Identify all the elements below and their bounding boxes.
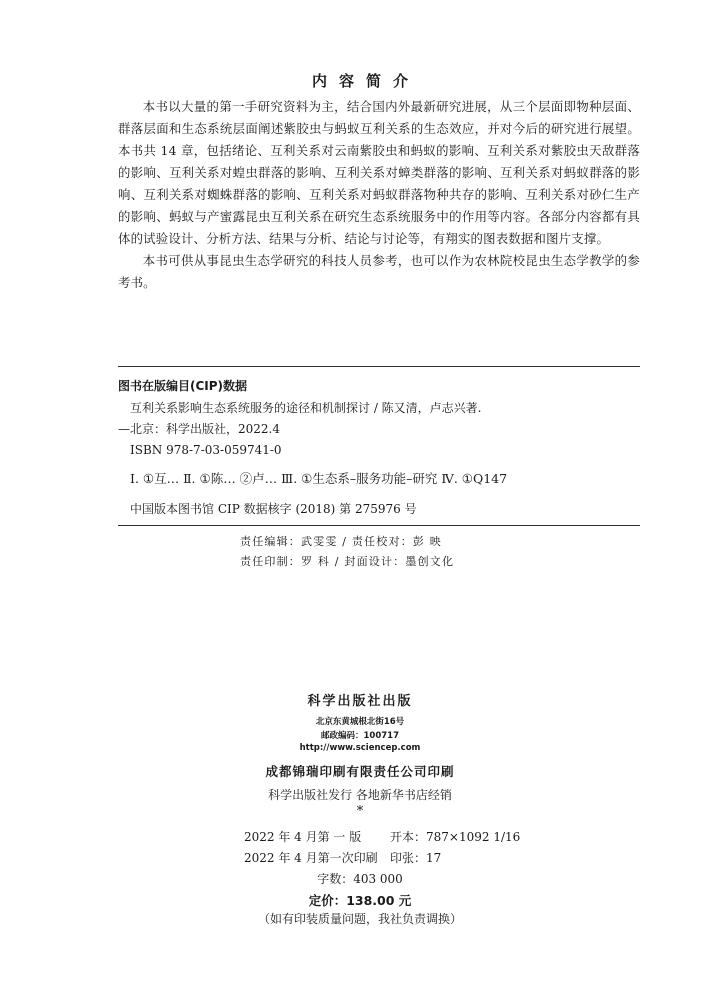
- distribution-line: 科学出版社发行 各地新华书店经销: [268, 788, 452, 802]
- printing-row: [244, 849, 442, 866]
- summary-body: [118, 96, 640, 294]
- separator-star: *: [356, 804, 364, 819]
- price: 定价：138.00 元: [308, 893, 412, 908]
- edition-row: [244, 828, 521, 845]
- cip-heading: 图书在版编目(CIP)数据: [118, 379, 248, 393]
- cip-data-block: [118, 366, 640, 526]
- publisher-address: 北京东黄城根北街16号: [315, 717, 405, 727]
- staff-line-1: 责任编辑：武雯雯 / 责任校对：彭 映: [240, 535, 442, 548]
- publisher-postcode: 邮政编码：100717: [321, 731, 399, 741]
- cip-classification: Ⅰ. ①互… Ⅱ. ①陈… ②卢… Ⅲ. ①生态系–服务功能–研究 Ⅳ. ①Q147: [130, 471, 508, 486]
- edition-info: 2022 年 4 月第 一 版: [244, 830, 362, 844]
- summary-title: 内容简介: [311, 72, 420, 90]
- cip-book-line: 互利关系影响生态系统服务的途径和机制探讨 / 陈又清，卢志兴著.: [130, 401, 482, 415]
- summary-paragraph-1: 本书以大量的第一手研究资料为主，结合国内外最新研究进展，从三个层面即物种层面、群落层面和生态系统层面阐述紫胶虫与蚂蚁互利关系的生态效应，并对今后的研究进行展望。本书共 14 章，包括绪论、互利关系对云南紫胶虫和蚂蚁的影响、互利关系对紫胶虫天敌群落的影响、互利关系对蝗虫群落的影响、互利关系对蟑类群落的影响、互利关系对蚂蚁群落的影响、互利关系对蜘蛛群落的影响、互利关系对蚂蚁群落物种共存的影响、互利关系对砂仁生产的影响、蚂蚁与产蜜露昆虫互利关系在研究生态系统服务中的作用等内容。各部分内容都有具体的试验设计、分析方法、结果与分析、结论与讨论等，有翔实的图表数据和图片支撑。: [118, 99, 640, 246]
- printing-info: 2022 年 4 月第一次印刷: [244, 851, 378, 865]
- staff-line-2: 责任印制：罗 科 / 封面设计：墨创文化: [240, 555, 455, 568]
- printer-line: 成都锦瑞印刷有限责任公司印刷: [265, 764, 455, 779]
- publisher-line: 科学出版社出版: [307, 694, 413, 709]
- cip-publisher-line: —北京：科学出版社，2022.4: [118, 422, 280, 436]
- publisher-website: http://www.sciencep.com: [299, 743, 421, 753]
- quality-note: （如有印装质量问题，我社负责调换）: [257, 912, 462, 926]
- summary-paragraph-2: 本书可供从事昆虫生态学研究的科技人员参考，也可以作为农林院校昆虫生态学教学的参考书。: [118, 253, 640, 290]
- format-info: 开本：787×1092 1/16: [390, 830, 521, 844]
- sheets-info: 印张：17: [390, 851, 442, 865]
- word-count: 字数：403 000: [317, 872, 403, 886]
- cip-isbn: ISBN 978-7-03-059741-0: [130, 443, 282, 457]
- editorial-staff: [240, 532, 660, 572]
- cip-core-data: 中国版本图书馆 CIP 数据核字 (2018) 第 275976 号: [130, 502, 417, 516]
